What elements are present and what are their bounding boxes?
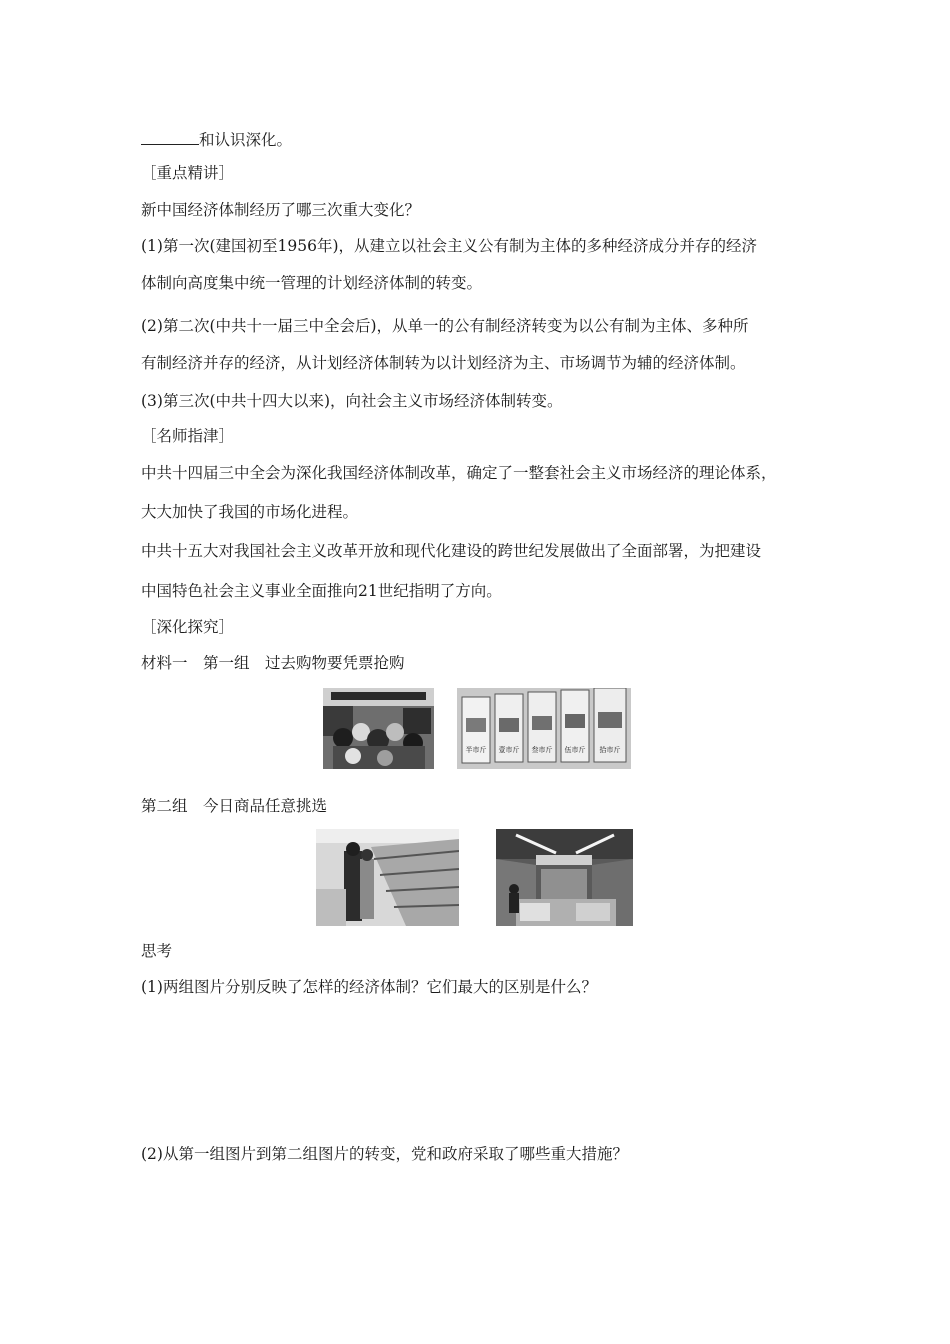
section-heading-explore: ［深化探究］ [141, 618, 235, 636]
coupon-label: 半市斤 [465, 746, 487, 754]
coupon-label: 伍市斤 [564, 746, 586, 754]
photo-crowd-shopping [323, 688, 434, 769]
group-2-caption: 第二组 今日商品任意挑选 [141, 797, 328, 815]
material-1-caption: 材料一 第一组 过去购物要凭票抢购 [141, 654, 405, 672]
coupon-label: 拾市斤 [599, 746, 621, 754]
photo-supermarket-aisle [496, 829, 633, 926]
think-heading: 思考 [141, 942, 173, 960]
question-1: (1)两组图片分别反映了怎样的经济体制？它们最大的区别是什么？ [141, 978, 597, 996]
teacher-para-1-line-2: 大大加快了我国的市场化进程。 [141, 503, 359, 521]
photo-ration-coupons [457, 688, 631, 769]
point-2-line-1: (2)第二次(中共十一届三中全会后)，从单一的公有制经济转变为以公有制为主体、多种所 [141, 317, 749, 335]
teacher-para-2-line-1: 中共十五大对我国社会主义改革开放和现代化建设的跨世纪发展做出了全面部署，为把建设 [141, 542, 762, 560]
point-3: (3)第三次(中共十四大以来)，向社会主义市场经济体制转变。 [141, 392, 563, 410]
photo-supermarket-shelves [316, 829, 459, 926]
section-heading-key-points: ［重点精讲］ [141, 164, 235, 182]
point-1-line-2: 体制向高度集中统一管理的计划经济体制的转变。 [141, 274, 483, 292]
fill-blank-line: 和认识深化。 [141, 130, 292, 150]
key-question: 新中国经济体制经历了哪三次重大变化？ [141, 201, 421, 219]
question-2: (2)从第一组图片到第二组图片的转变，党和政府采取了哪些重大措施？ [141, 1145, 628, 1163]
point-1-line-1: (1)第一次(建国初至1956年)，从建立以社会主义公有制为主体的多种经济成分并存的经济 [141, 237, 757, 255]
point-2-line-2: 有制经济并存的经济，从计划经济体制转为以计划经济为主、市场调节为辅的经济体制。 [141, 354, 746, 372]
teacher-para-2-line-2: 中国特色社会主义事业全面推向21世纪指明了方向。 [141, 582, 502, 600]
answer-blank[interactable] [141, 130, 199, 145]
coupon-label: 壹市斤 [498, 746, 520, 754]
coupon-label: 叁市斤 [531, 746, 553, 754]
section-heading-teacher-guide: ［名师指津］ [141, 427, 235, 445]
teacher-para-1-line-1: 中共十四届三中全会为深化我国经济体制改革，确定了一整套社会主义市场经济的理论体系， [141, 464, 777, 482]
